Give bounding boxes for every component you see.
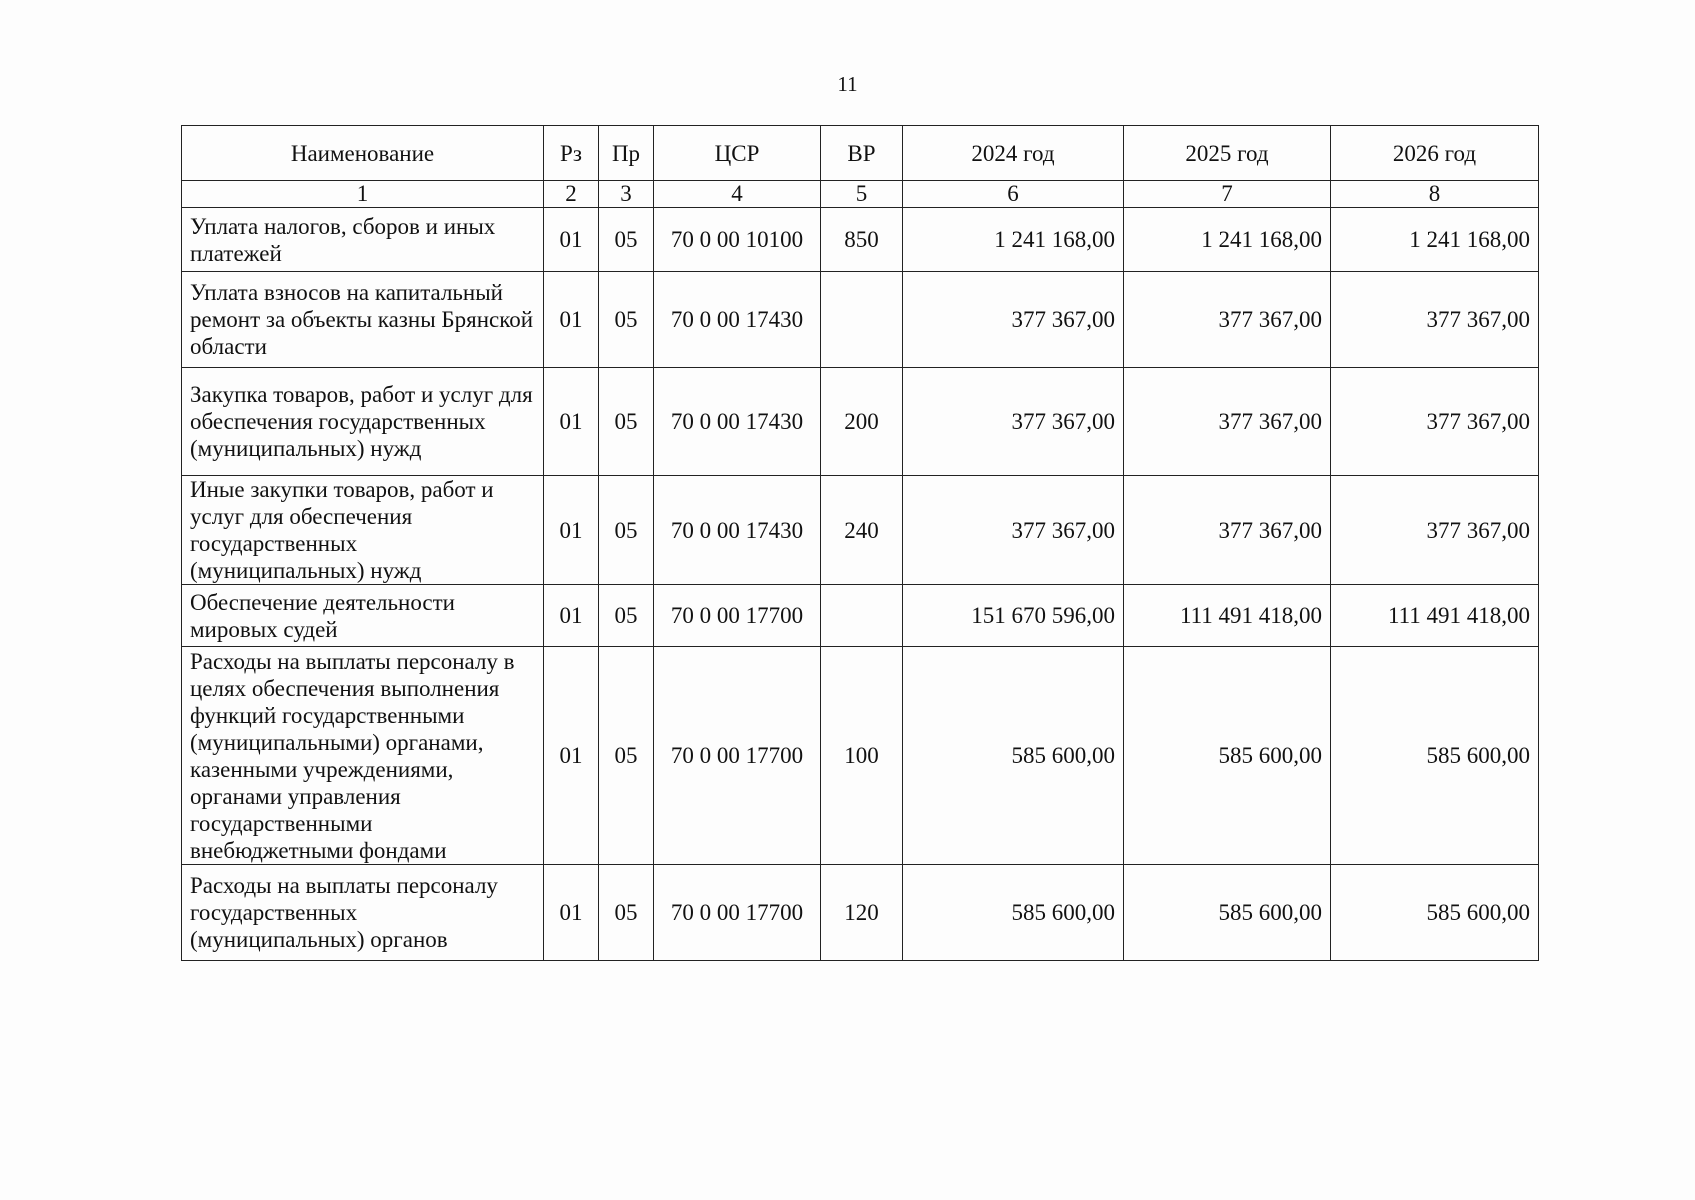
column-number: 3 (599, 181, 654, 208)
row-2024: 377 367,00 (903, 476, 1124, 585)
row-rz: 01 (544, 865, 599, 961)
row-rz: 01 (544, 208, 599, 272)
row-csr: 70 0 00 17700 (654, 647, 821, 865)
header-vr: ВР (821, 126, 903, 181)
column-number: 8 (1331, 181, 1539, 208)
header-2026: 2026 год (1331, 126, 1539, 181)
row-csr: 70 0 00 17430 (654, 272, 821, 368)
header-pr: Пр (599, 126, 654, 181)
row-name: Уплата взносов на капитальный ремонт за объекты казны Брянской области (182, 272, 544, 368)
row-pr: 05 (599, 272, 654, 368)
table-row (182, 368, 1539, 476)
column-number: 7 (1124, 181, 1331, 208)
row-name: Расходы на выплаты персоналу в целях обеспечения выполнения функций государственными (муниципальными) органами, казенными учреждениями, органами управления государственными внебюджетными фондами (182, 647, 544, 865)
row-2025: 377 367,00 (1124, 272, 1331, 368)
column-number-row (182, 181, 1539, 208)
row-rz: 01 (544, 585, 599, 647)
row-rz: 01 (544, 368, 599, 476)
row-vr: 240 (821, 476, 903, 585)
header-2024: 2024 год (903, 126, 1124, 181)
row-2026: 585 600,00 (1331, 647, 1539, 865)
row-csr: 70 0 00 10100 (654, 208, 821, 272)
row-name: Расходы на выплаты персоналу государственных (муниципальных) органов (182, 865, 544, 961)
row-name: Уплата налогов, сборов и иных платежей (182, 208, 544, 272)
row-2026: 377 367,00 (1331, 272, 1539, 368)
row-pr: 05 (599, 585, 654, 647)
row-2025: 377 367,00 (1124, 368, 1331, 476)
column-number: 4 (654, 181, 821, 208)
header-csr: ЦСР (654, 126, 821, 181)
column-number: 2 (544, 181, 599, 208)
row-vr: 100 (821, 647, 903, 865)
table-row (182, 272, 1539, 368)
row-2024: 585 600,00 (903, 865, 1124, 961)
header-2025: 2025 год (1124, 126, 1331, 181)
row-pr: 05 (599, 368, 654, 476)
row-2026: 585 600,00 (1331, 865, 1539, 961)
row-2026: 377 367,00 (1331, 368, 1539, 476)
row-2026: 1 241 168,00 (1331, 208, 1539, 272)
row-name: Закупка товаров, работ и услуг для обеспечения государственных (муниципальных) нужд (182, 368, 544, 476)
table-row (182, 476, 1539, 585)
table-row (182, 647, 1539, 865)
column-number: 6 (903, 181, 1124, 208)
table-row (182, 585, 1539, 647)
row-2025: 1 241 168,00 (1124, 208, 1331, 272)
row-rz: 01 (544, 272, 599, 368)
table-row (182, 208, 1539, 272)
row-2025: 377 367,00 (1124, 476, 1331, 585)
row-csr: 70 0 00 17700 (654, 865, 821, 961)
row-vr: 850 (821, 208, 903, 272)
header-rz: Рз (544, 126, 599, 181)
row-pr: 05 (599, 476, 654, 585)
budget-table (181, 125, 1539, 961)
row-vr (821, 585, 903, 647)
row-vr: 120 (821, 865, 903, 961)
row-pr: 05 (599, 208, 654, 272)
row-rz: 01 (544, 647, 599, 865)
row-vr (821, 272, 903, 368)
row-pr: 05 (599, 647, 654, 865)
row-2026: 111 491 418,00 (1331, 585, 1539, 647)
header-row (182, 126, 1539, 181)
row-name: Иные закупки товаров, работ и услуг для обеспечения государственных (муниципальных) нужд (182, 476, 544, 585)
row-vr: 200 (821, 368, 903, 476)
row-2024: 151 670 596,00 (903, 585, 1124, 647)
row-2025: 111 491 418,00 (1124, 585, 1331, 647)
row-2024: 377 367,00 (903, 368, 1124, 476)
row-2025: 585 600,00 (1124, 865, 1331, 961)
header-name: Наименование (182, 126, 544, 181)
row-2024: 1 241 168,00 (903, 208, 1124, 272)
row-csr: 70 0 00 17430 (654, 476, 821, 585)
column-number: 5 (821, 181, 903, 208)
column-number: 1 (182, 181, 544, 208)
row-name: Обеспечение деятельности мировых судей (182, 585, 544, 647)
row-2026: 377 367,00 (1331, 476, 1539, 585)
row-2025: 585 600,00 (1124, 647, 1331, 865)
row-rz: 01 (544, 476, 599, 585)
page-number: 11 (837, 72, 858, 96)
row-pr: 05 (599, 865, 654, 961)
row-csr: 70 0 00 17430 (654, 368, 821, 476)
row-csr: 70 0 00 17700 (654, 585, 821, 647)
row-2024: 377 367,00 (903, 272, 1124, 368)
row-2024: 585 600,00 (903, 647, 1124, 865)
table-row (182, 865, 1539, 961)
